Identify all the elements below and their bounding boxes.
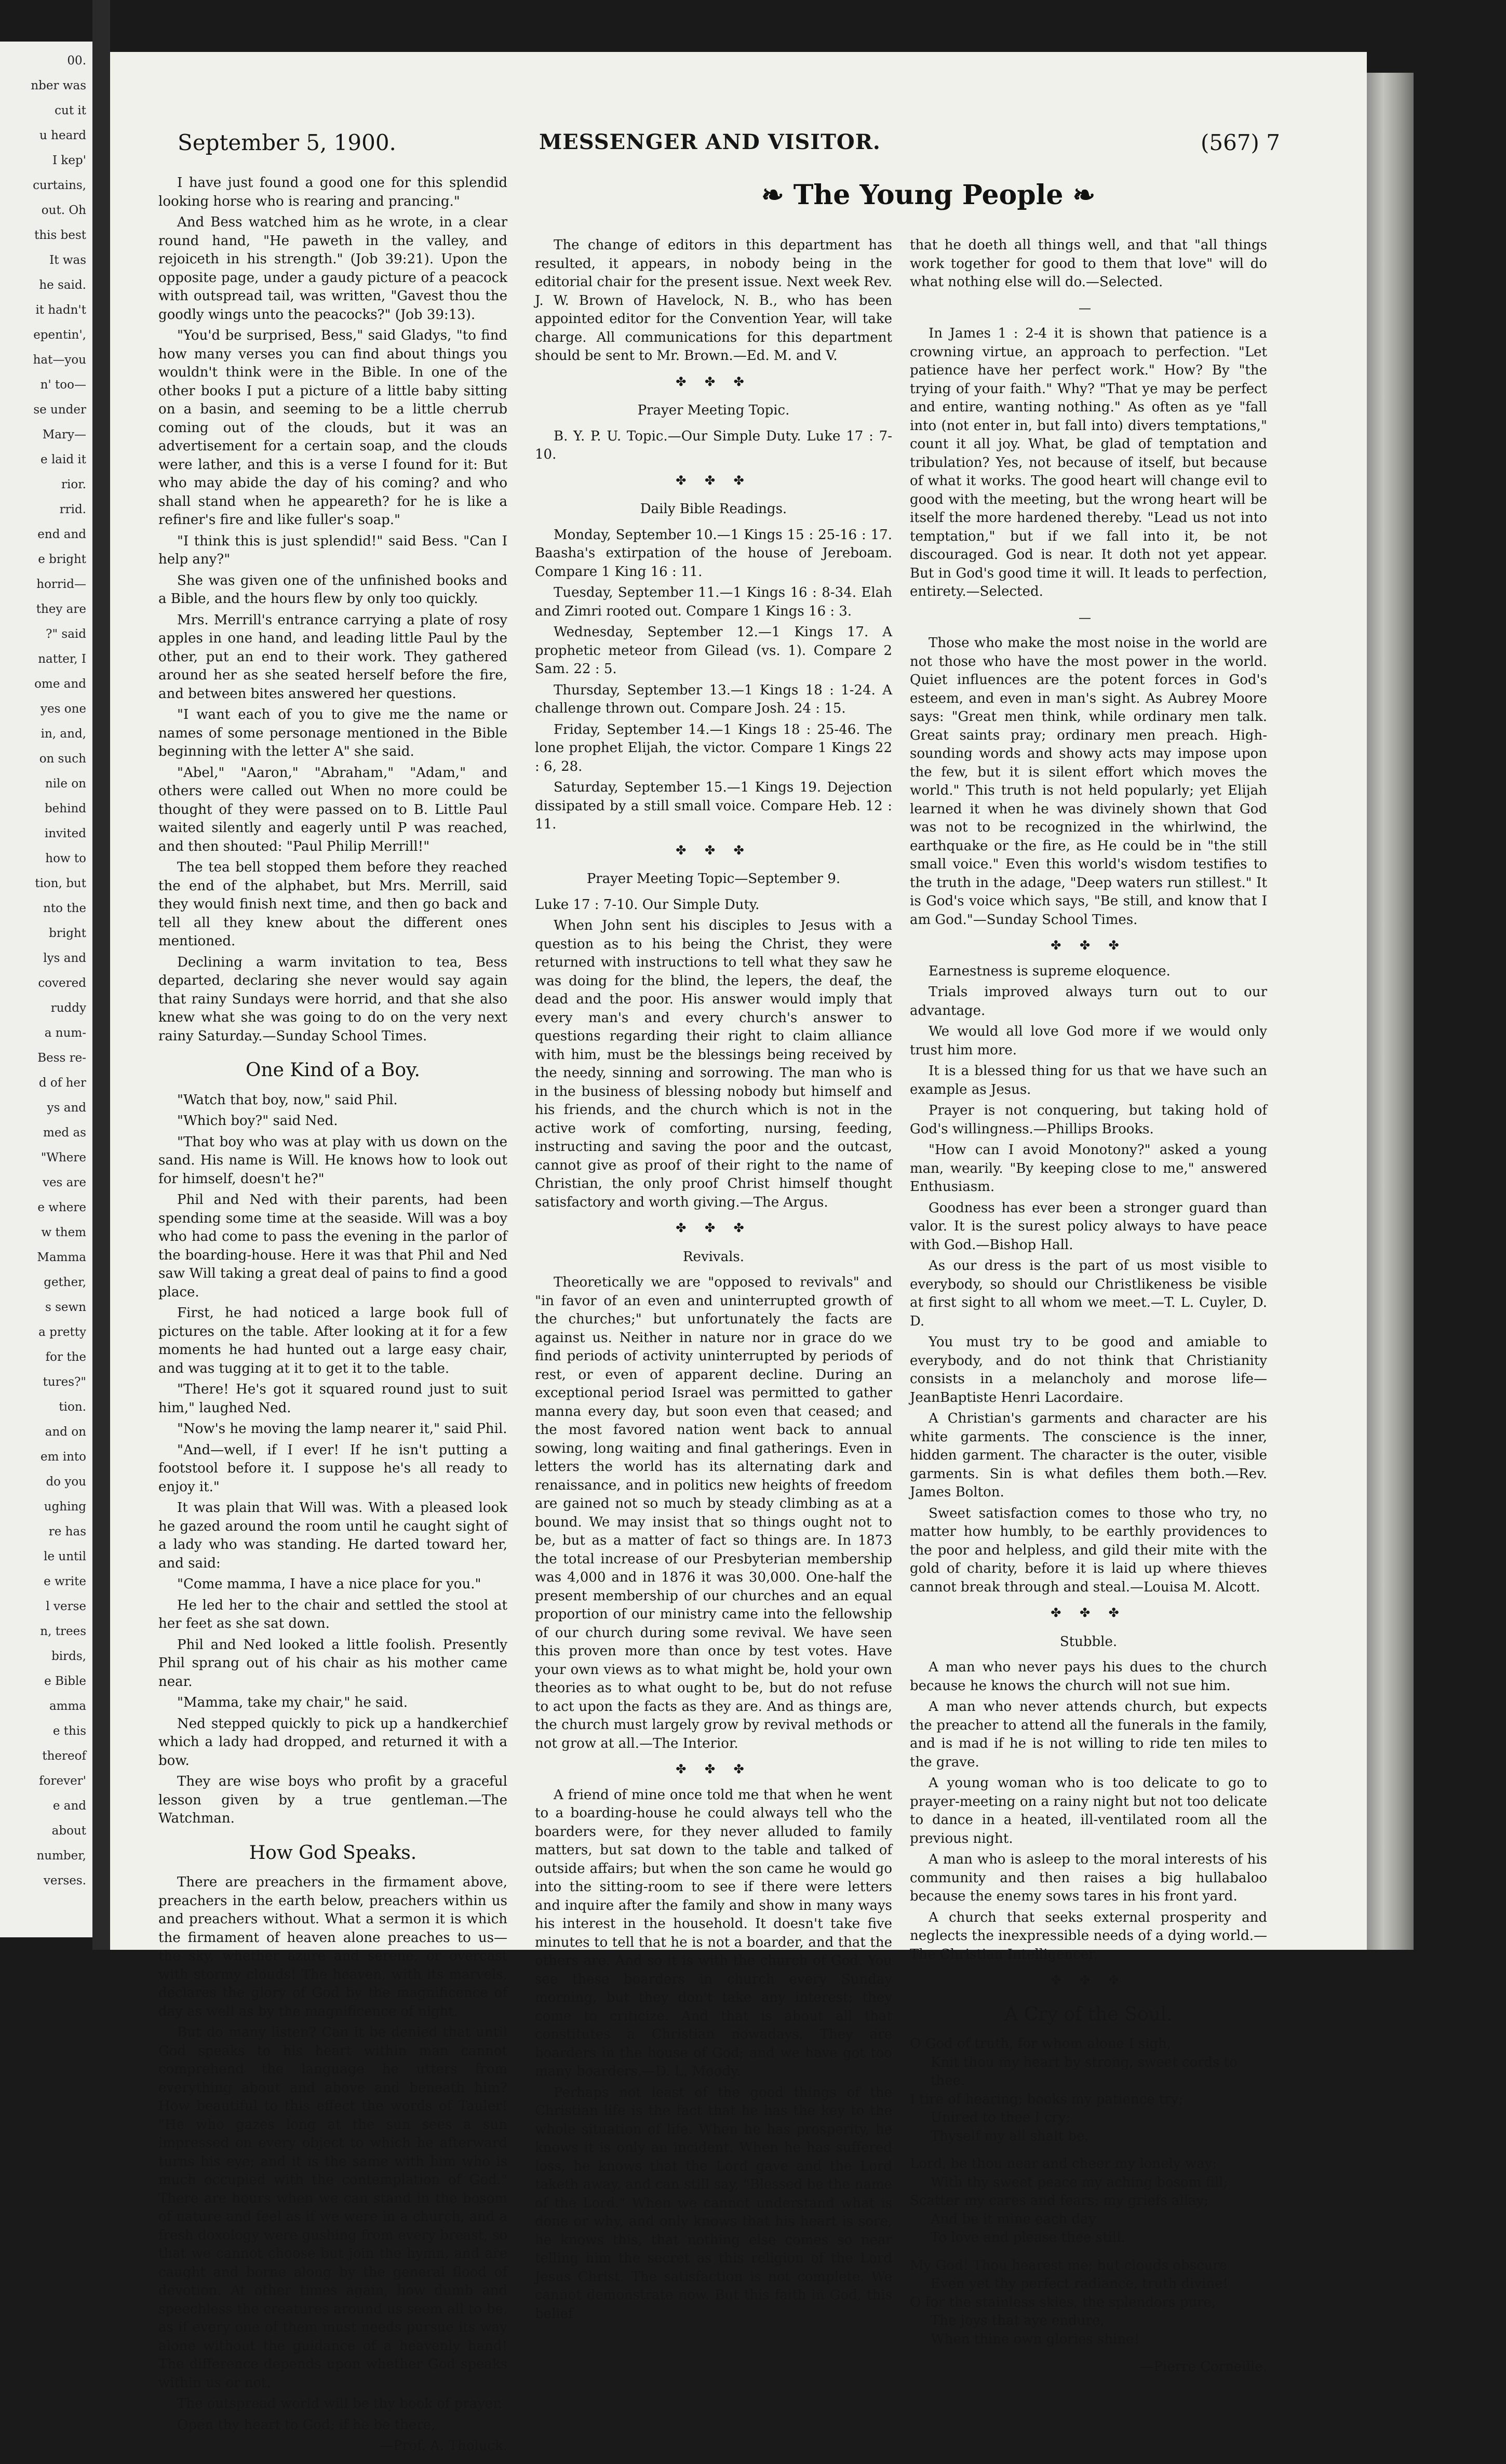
fragment-line: re has	[48, 1525, 86, 1538]
fragment-line: le until	[44, 1550, 86, 1563]
paragraph: "There! He's got it squared round just to suit him," laughed Ned.	[158, 1382, 507, 1416]
fragment-line: he said.	[39, 278, 86, 292]
paragraph: Phil and Ned with their parents, had been spending some time at the seaside. Will was a boy who had come to pass the evening in the parlor of the boarding-house. Here it was that Phil and Ned saw Will taking a great deal of pains to find a good place.	[158, 1192, 507, 1300]
fragment-line: w them	[41, 1226, 86, 1239]
fragment-line: e and	[52, 1799, 86, 1813]
poem-line: Knit thou my heart by strong, sweet cords to thee.	[931, 2054, 1238, 2088]
fragment-line: they are	[36, 602, 86, 616]
fragment-line: gether,	[44, 1276, 86, 1289]
fragment-line: a num-	[44, 1026, 86, 1040]
fragment-line: bright	[49, 927, 86, 940]
paragraph: He led her to the chair and settled the stool at her feet as she sat down.	[158, 1597, 507, 1631]
fragment-line: ome and	[34, 677, 86, 691]
maxim: "How can I avoid Monotony?" asked a young man, wearily. "By keeping close to me," answered Enthusiasm.	[910, 1142, 1267, 1195]
stubble-item: A man who is asleep to the moral interests of his community and then raises a big hullabaloo because the enemy sows tares in his front yard.	[910, 1852, 1267, 1904]
fragment-line: med as	[43, 1126, 86, 1140]
fragment-line: invited	[44, 827, 86, 840]
fragment-line: epentin',	[33, 328, 86, 342]
friend-paragraph: A friend of mine once told me that when he went to a boarding-house he could always tell who the boarders were, for they never alluded to family matters, but sat down to the table and talked of outside affairs; but when the son came he would go into the sitting-room to see if there were letters and inquire after the family and show in many ways his interest in the household. It doesn't take five minutes to tell that he is not a boarder, and that the others are. And so it is with the church of God. You see these boarders in church every Sunday morning, but they don't take any interest; they come to criticize. And that is about all that constitutes a Christian nowadays. They are boarders in the house of God; and we have got too many boarders.—D. L. Moody.	[535, 1787, 892, 2079]
reading-item: Saturday, September 15.—1 Kings 19. Dejection dissipated by a still small voice. Compare Heb. 12 : 11.	[535, 780, 892, 832]
maxim: It is a blessed thing for us that we have such an example as Jesus.	[910, 1063, 1267, 1097]
reading-item: Thursday, September 13.—1 Kings 18 : 1-24. A challenge thrown out. Compare Josh. 24 : 15.	[535, 682, 892, 716]
fragment-line: lys and	[43, 952, 86, 965]
poem-line: Thyself my all shalt be.	[931, 2128, 1089, 2144]
paragraph: "Abel," "Aaron," "Abraham," "Adam," and others were called out When no more could be thought of they were passed on to B. Little Paul waited silently and eagerly until P was reached, and then shouted: "Paul Philip Merrill!"	[158, 765, 507, 854]
poem-line: Even yet thy perfect radiance, truth divine!	[931, 2276, 1228, 2292]
fragment-line: d of her	[38, 1076, 86, 1090]
paragraph: But do many listen? Can it be denied that until God speaks to his heart within man cannot comprehend the language he utters from everything about and above and beneath him? How beautiful to this effect the words of Tauler! "He who gazes long at the sun sees a sun impressed on every object to which he afterward turns his eye; and it is the same with him who is much occupied with the contemplation of God." There are hours when we can stand in the bosom of nature and feel as if we were in a church, and a fresh doxology were gushing from every breast, so that we cannot choose but join the hymn, and are caught and borne along by the general flood of devotion. At other times again, how dumb and speechless the creatures around us seem all to be, as if every one of them must needs pursue its way alone without the guidance of a heavenly hand! The difference depends upon whether God speaks within us or not.	[158, 2025, 507, 2391]
fragment-line: a pretty	[38, 1325, 86, 1339]
paragraph: She was given one of the unfinished books and a Bible, and the hours flew by only too quickly.	[158, 572, 507, 607]
poem-line: Lord, be thou near and cheer my lonely way;	[910, 2156, 1217, 2172]
topic-reference: Luke 17 : 7-10. Our Simple Duty.	[535, 896, 760, 913]
paragraph: Phil and Ned looked a little foolish. Presently Phil sprang out of his chair as his mother came near.	[158, 1637, 507, 1690]
fragment-line: this best	[34, 229, 86, 242]
article-boy	[158, 1091, 507, 1828]
paragraph: And Bess watched him as he wrote, in a clear round hand, "He paweth in the valley, and rejoiceth in his strength." (Job 39:21). Upon the opposite page, under a gaudy picture of a peacock with outspread tail, was written, "Gavest thou the goodly wings unto the peacocks?" (Job 39:13).	[158, 215, 507, 323]
fragment-line: natter, I	[38, 652, 86, 666]
paragraph: "That boy who was at play with us down on the sand. His name is Will. He knows how to look out for himself, doesn't he?"	[158, 1134, 507, 1187]
fragment-line: tion.	[59, 1400, 86, 1414]
ornament-divider: ✤ ✤ ✤	[1051, 938, 1126, 953]
paragraph: Open thy heart to God; if he be there,	[177, 2417, 436, 2433]
ornament-divider: ✤ ✤ ✤	[676, 1762, 751, 1776]
fragment-line: tion, but	[35, 877, 86, 890]
fragment-line: Mary—	[42, 428, 86, 441]
maxim: As our dress is the part of us most visible to everybody, so should our Christlikeness be visible at first sight to all whom we meet.—T. L. Cuyler, D. D.	[910, 1258, 1267, 1329]
paragraph: "Come mamma, I have a nice place for you."	[177, 1576, 481, 1592]
fragment-line: 00.	[67, 54, 86, 68]
poem-line: O for the stainless skies, the splendors pure,	[910, 2294, 1216, 2310]
fragment-line: yes one	[41, 702, 86, 716]
maxim: Prayer is not conquering, but taking hold of God's willingness.—Phillips Brooks.	[910, 1103, 1267, 1137]
paragraph: "Now's he moving the lamp nearer it," said Phil.	[177, 1421, 507, 1437]
poem-line: I tire of hearing; books my patience try;	[910, 2091, 1184, 2107]
fragment-line: l verse	[46, 1600, 86, 1613]
maxims-list	[910, 962, 1267, 1597]
daily-readings-list	[535, 526, 892, 834]
fragment-line: e bright	[38, 553, 86, 566]
fragment-line: how to	[45, 852, 86, 865]
fragment-line: forever'	[39, 1774, 86, 1788]
article-god-speaks	[158, 1873, 507, 2434]
topic-paragraph: When John sent his disciples to Jesus with a question as to his being the Christ, they were returned with instructions to tell what they saw he was doing for the blind, the lepers, the deaf, the dead and the poor. His answer would imply that every man's and every church's answer to questions regarding their right to claim alliance with him, must be the blessings being received by the needy, sinning and sorrowing. The man who is in the business of blessing nobody but himself and his friends, and the church which is not in the active work of comforting, nursing, feeding, instructing and saving the poor and the outcast, cannot give as proof of their right to the name of Christian, the only proof Christ himself thought satisfactory and worth giving.—The Argus.	[535, 918, 892, 1210]
reading-item: Friday, September 14.—1 Kings 18 : 25-46. The lone prophet Elijah, the victor. Compare 1 Kings 22 : 6, 28.	[535, 721, 892, 774]
fragment-line: ?" said	[46, 627, 86, 641]
maxim: You must try to be good and amiable to everybody, and do not think that Christianity consists in a melancholy and morose life—JeanBaptiste Henri Lacordaire.	[910, 1334, 1267, 1405]
james-paragraph: In James 1 : 2-4 it is shown that patience is a crowning virtue, an approach to perfection. "Let patience have her perfect work." How? By "the trying of your faith." Why? "That ye may be perfect and entire, wanting nothing." As often as ye "fall into (not enter in, but fall into) divers temptations," count it all joy. What, be glad of temptation and tribulation? Yes, not because of itself, but because of what it works. The good heart will change evil to good with the meeting, but the wrong heart will be itself the more hardened thereby. "Lead us not into temptation," but if we fall into it, be not discouraged. God is near. It doth not yet appear. But in God's good time it will. It leads to perfection, entirety.—Selected.	[910, 326, 1267, 599]
fragment-line: end and	[37, 528, 86, 541]
stubble-item: A young woman who is too delicate to go to prayer-meeting on a rainy night but not too delicate to dance in a heated, ill-ventilated room all the previous night.	[910, 1775, 1267, 1846]
column-2	[535, 236, 892, 2326]
column-1	[158, 174, 507, 2464]
fragment-line: amma	[49, 1699, 86, 1713]
maxim: Goodness has ever been a stronger guard than valor. It is the surest policy always to have peace with God.—Bishop Hall.	[910, 1200, 1267, 1253]
fragment-line: tures?"	[43, 1375, 86, 1389]
paragraph: "Which boy?" said Ned.	[177, 1113, 338, 1129]
stubble-item: A church that seeks external prosperity and neglects the inexpressible needs of a dying world.—The Christian Intelligencer.	[910, 1909, 1267, 1962]
fragment-line: covered	[38, 976, 86, 990]
ornament-divider: ✤ ✤ ✤	[676, 473, 751, 488]
fragment-line: e laid it	[41, 453, 86, 466]
article-title-boy: One Kind of a Boy.	[245, 1060, 420, 1081]
book-gutter	[92, 0, 110, 1950]
stubble-item: A man who never pays his dues to the church because he knows the church will not sue him.	[910, 1659, 1267, 1694]
noise-paragraph: Those who make the most noise in the world are not those who have the most power in the world. Quiet influences are the potent forces in God's esteem, and even in man's sight. As Aubrey Moore says: "Great men think, while ordinary men talk. Great saints pray; ordinary men preach. High-sounding words and showy acts may impose upon the few, but it is silent effort which moves the world." This truth is not held popularly; yet Elijah learned it when he was divinely shown that God was not to be recognized in the whirlwind, the earthquake or the fire, as He could be in "the still small voice." Even this world's wisdom testifies to the truth in the adage, "Deep waters run stillest." It is God's voice which says, "Be still, and know that I am God."—Sunday School Times.	[910, 635, 1267, 928]
maxim: A Christian's garments and character are his white garments. The conscience is the inner, hidden garment. The character is the outer, visible garments. Sin is what defiles them both.—Rev. James Bolton.	[910, 1411, 1267, 1500]
fragment-line: rior.	[61, 478, 86, 491]
poem-line: Unired to thee I cry;	[931, 2110, 1071, 2125]
fragment-line: thereof	[42, 1749, 86, 1763]
paragraph: I have just found a good one for this splendid looking horse who is rearing and prancing."	[158, 175, 507, 209]
fragment-line: it hadn't	[35, 303, 86, 317]
fragment-line: ughing	[44, 1500, 86, 1514]
reading-item: Wednesday, September 12.—1 Kings 17. A prophetic meteor from Gilead (vs. 1). Compare 2 Sam. 22 : 5.	[535, 624, 892, 677]
story-continuation	[158, 174, 507, 1046]
fleuron-icon: ❧	[1063, 179, 1096, 211]
paragraph: They are wise boys who profit by a graceful lesson given by a true gentleman.—The Watchman.	[158, 1774, 507, 1826]
ornament-divider: ✤ ✤ ✤	[1051, 1973, 1126, 1987]
poem-line: To love and please thee still.	[931, 2230, 1125, 2245]
fragment-line: nile on	[45, 777, 86, 791]
paragraph: "I think this is just splendid!" said Bess. "Can I help any?"	[158, 533, 507, 567]
topic-heading: Prayer Meeting Topic—September 9.	[586, 871, 841, 887]
fragment-line: curtains,	[33, 179, 86, 192]
fragment-line: se under	[33, 403, 86, 417]
fragment-line: do you	[46, 1475, 86, 1489]
fragment-line: nto the	[43, 902, 86, 915]
ornament-divider: ✤ ✤ ✤	[1051, 1605, 1126, 1620]
poem-line: Scatter my cares and fears; my griefs allay;	[910, 2193, 1209, 2208]
fragment-line: ves are	[42, 1176, 86, 1189]
fragment-line: Mamma	[37, 1251, 86, 1264]
fragment-line: and on	[45, 1425, 86, 1439]
poem-title: A Cry of the Soul.	[1004, 2003, 1173, 2025]
fragment-line: cut it	[55, 104, 86, 117]
fragment-line: u heard	[39, 129, 86, 142]
maxim: We would all love God more if we would only trust him more.	[910, 1024, 1267, 1058]
editor-note: The change of editors in this department has resulted, it appears, in nobody being in the editorial chair for the present issue. Next week Rev. J. W. Brown of Havelock, N. B., who has been appointed editor for the Convention Year, will take charge. All communications for this department should be sent to Mr. Brown.—Ed. M. and V.	[535, 237, 892, 364]
fragment-line: s sewn	[45, 1301, 86, 1314]
fragment-line: out. Oh	[41, 204, 86, 217]
page-edge-stack	[1367, 73, 1414, 1950]
fragment-line: e where	[37, 1201, 86, 1214]
poem-stanza	[910, 2155, 1267, 2247]
fragment-line: nber was	[31, 79, 86, 92]
ornament-divider: ✤ ✤ ✤	[676, 842, 751, 858]
page-number: (567) 7	[1201, 130, 1281, 155]
fragment-line: horrid—	[36, 578, 86, 591]
stubble-item: A man who never attends church, but expects the preacher to attend all the funerals in the family, and is mad if he is not willing to ride ten miles to the grave.	[910, 1699, 1267, 1770]
section-title-text: The Young People	[793, 179, 1064, 211]
revivals-heading: Revivals.	[682, 1249, 745, 1265]
fragment-line: e this	[52, 1724, 86, 1738]
paragraph: There are preachers in the firmament above, preachers in the earth below, preachers within us and preachers without. What a sermon it is which the firmament of heaven alone preaches to us—the sky, whether azure and serene, or overcast with stormy clouds! The heaven, with its marvels, declares the glory of God by the magnificence of day as well as by the magnificence of night.	[158, 1874, 507, 2019]
fragment-line: e Bible	[44, 1675, 86, 1688]
paragraph: "You'd be surprised, Bess," said Gladys, "to find how many verses you can find about things you wouldn't think were in the Bible. In one of the other books I put a picture of a little baby sitting on a basin, and seeming to be a little cherrub coming out of the clouds, but it was an advertisement for a certain soap, and the clouds were lather, and this is a verse I found for it: But who may abide the day of his coming? and who shall stand when he appeareth? for he is like a refiner's fire and like fuller's soap."	[158, 328, 507, 528]
paragraph: Mrs. Merrill's entrance carrying a plate of rosy apples in one hand, and leading little Paul by the other, put an end to their work. They gathered around her as she seated herself before the fire, and between bites answered her questions.	[158, 612, 507, 702]
page-date: September 5, 1900.	[178, 130, 396, 155]
poem-stanza	[910, 2257, 1267, 2349]
fragment-line: behind	[44, 802, 86, 815]
paragraph: "Mamma, take my chair," he said.	[177, 1695, 408, 1710]
previous-page-fragment	[0, 42, 92, 1937]
fragment-line: on such	[39, 752, 86, 766]
fragment-line: ruddy	[50, 1001, 86, 1015]
poem-line: The joys that aye endure,	[931, 2313, 1105, 2328]
short-rule: —	[1079, 610, 1098, 625]
fragment-line: n, trees	[40, 1625, 86, 1638]
fragment-line: Bess re-	[37, 1051, 86, 1065]
prayer-topic-text: B. Y. P. U. Topic.—Our Simple Duty. Luke 17 : 7-10.	[535, 428, 892, 462]
prayer-topic-heading: Prayer Meeting Topic.	[637, 403, 790, 418]
paragraph: "Watch that boy, now," said Phil.	[177, 1092, 398, 1108]
daily-readings-heading: Daily Bible Readings.	[640, 501, 787, 517]
poem-stanza	[910, 2035, 1267, 2146]
paragraph: It was plain that Will was. With a pleased look he gazed around the room until he caught sight of a lady who was standing. He darted toward her, and said:	[158, 1500, 507, 1571]
short-rule: —	[1079, 300, 1098, 315]
poem-signature: —Pierre Corneille.	[1140, 2359, 1267, 2375]
fragment-line: number,	[36, 1849, 86, 1863]
fragment-line: birds,	[51, 1650, 86, 1663]
maxim: Trials improved always turn out to our advantage.	[910, 984, 1267, 1019]
fragment-line: in, and,	[41, 727, 86, 741]
fragment-line: for the	[45, 1350, 86, 1364]
article-title-god-speaks: How God Speaks.	[249, 1842, 417, 1864]
fragment-line: e write	[44, 1575, 86, 1588]
poem-line: O God of truth, for whom alone I sigh,	[910, 2036, 1172, 2052]
fragment-line: I kep'	[52, 154, 86, 167]
paragraph: Declining a warm invitation to tea, Bess departed, declaring she never would say again that rainy Sundays were horrid, and that she also knew what she was going to do on the very next rainy Saturday.—Sunday School Times.	[158, 954, 507, 1044]
article-signature: —Prof. A. Tholuck.	[380, 2438, 507, 2454]
perhaps-paragraph: Perhaps not least of the good things of the Christian life is the fact that he has the key to the whole situation of life. When he has prosperity, he knows it is only an incident. When he has suffered loss, he knows that the Lord gave and the Lord taketh away, and can still say, "Blessed be the name of the Lord." When we cannot understand what is done or why, and only knows that his heart is sore, he knows this, that nothing else comes so near telling him the secret as this religion of the Lord Jesus Christ. The satisfaction is not complete. We cannot demonstrate now. But this faith in God, this belief	[535, 2084, 892, 2322]
poem-line: And be it mine each day	[931, 2211, 1096, 2227]
stubble-heading: Stubble.	[1059, 1633, 1118, 1650]
continued-paragraph: that he doeth all things well, and that "all things work together for good to them that love" will do what nothing else will do.—Selected.	[910, 237, 1267, 290]
fragment-line: em into	[41, 1450, 86, 1464]
fragment-line: "Where	[41, 1151, 86, 1164]
fragment-line: It was	[49, 253, 86, 267]
poem-line: When thine own glories shine!	[931, 2331, 1140, 2347]
stubble-list	[910, 1658, 1267, 1964]
masthead: MESSENGER AND VISITOR.	[539, 130, 881, 154]
ornament-divider: ✤ ✤ ✤	[676, 1221, 751, 1235]
fragment-line: rrid.	[59, 503, 86, 516]
section-title	[761, 179, 1095, 211]
paragraph: "And—well, if I ever! If he isn't putting a footstool before it. I suppose he's all ready to enjoy it."	[158, 1442, 507, 1495]
poem-line: With thy sweet peace my aching bosom fill;	[931, 2174, 1228, 2190]
fragment-line: verses.	[43, 1874, 86, 1887]
paragraph: The tea bell stopped them before they reached the end of the alphabet, but Mrs. Merrill, said they would finish next time, and then go back and tell all they knew about the different ones mentioned.	[158, 860, 507, 949]
column-3	[910, 236, 1267, 2385]
fleuron-icon: ❧	[761, 179, 794, 211]
fragment-line: hat—you	[33, 353, 86, 367]
reading-item: Monday, September 10.—1 Kings 15 : 25-16 : 17. Baasha's extirpation of the house of Jereboam. Compare 1 King 16 : 11.	[535, 527, 892, 580]
revivals-paragraph: Theoretically we are "opposed to revivals" and "in favor of an even and uninterrupted growth of the churches;" but unfortunately the facts are against us. Neither in nature nor in grace do we find periods of activity uninterrupted by periods of rest, or even of apparent decline. During an exceptional period Israel was permitted to gather manna every day, but soon even that ceased; and the most favored nation went back to annual sowing, long waiting and final gatherings. Even in letters the world has its alternating dark and renaissance, and in politics new heights of freedom are gained not so much by steady climbing as at a bound. We may insist that so things ought not to be, but as a matter of fact so things are. In 1873 the total increase of our Presbyterian membership was 4,000 and in 1876 it was 30,000. One-half the present membership of our churches and an equal proportion of our ministry came into the fellowship of our church during some revival. We have seen this proven more than once by test votes. Have your own views as to what might be, hold your own theories as to what ought to be, but do not refuse to act upon the facts as they are. And as things are, the church must largely grow by revival methods or not grow at all.—The Interior.	[535, 1275, 892, 1751]
poem	[910, 2035, 1267, 2349]
paragraph: The outspread world will be thy book of prayer.	[177, 2396, 503, 2412]
reading-item: Tuesday, September 11.—1 Kings 16 : 8-34. Elah and Zimri rooted out. Compare 1 Kings 16 : 3.	[535, 585, 892, 619]
paragraph: First, he had noticed a large book full of pictures on the table. After looking at it for a few moments he had hunted out a large easy chair, and was tugging at it to get it to the table.	[158, 1305, 507, 1376]
poem-line: My God! Thou hearest me; but clouds obscure	[910, 2257, 1228, 2273]
fragment-line: ys and	[47, 1101, 86, 1115]
paragraph: Ned stepped quickly to pick up a handkerchief which a lady had dropped, and returned it with a bow.	[158, 1716, 507, 1769]
ornament-divider: ✤ ✤ ✤	[676, 374, 751, 389]
maxim: Sweet satisfaction comes to those who try, no matter how humbly, to be earthly providences to the poor and helpless, and gild their mite with the gold of charity, before it is laid up where thieves cannot break through and steal.—Louisa M. Alcott.	[910, 1505, 1267, 1595]
fragment-line: about	[51, 1824, 86, 1838]
paragraph: "I want each of you to give me the name or names of some personage mentioned in the Bible beginning with the letter A" she said.	[158, 707, 507, 759]
maxim: Earnestness is supreme eloquence.	[929, 963, 1171, 979]
fragment-line: n' too—	[40, 378, 86, 392]
